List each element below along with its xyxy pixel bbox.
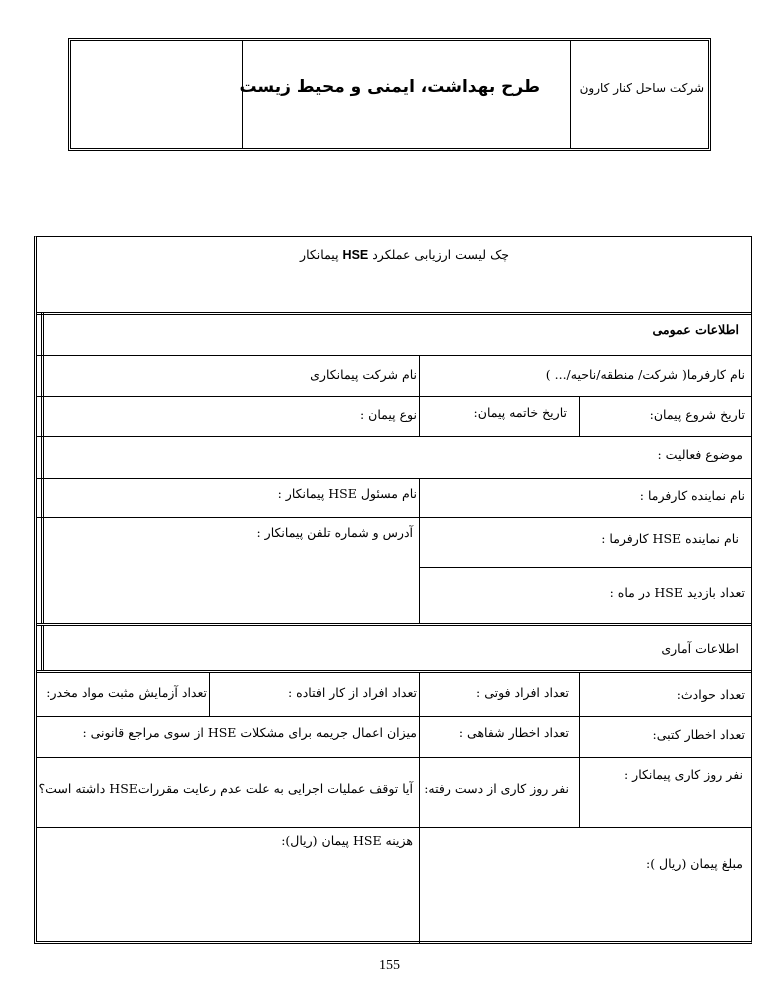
row-divider xyxy=(37,623,751,626)
row-divider xyxy=(37,517,751,518)
label-penalties: میزان اعمال جریمه برای مشکلات HSE از سوی مراجع قانونی : xyxy=(82,725,417,740)
label-contract-amount: مبلغ پیمان (ریال ): xyxy=(645,856,743,871)
company-name: شرکت ساحل کنار کارون xyxy=(579,81,704,95)
col-divider xyxy=(579,673,580,827)
col-divider xyxy=(579,396,580,436)
label-contractor-hse-officer: نام مسئول HSE پیمانکار : xyxy=(277,486,417,501)
col-divider xyxy=(419,396,420,436)
document-title: طرح بهداشت، ایمنی و محیط زیست xyxy=(239,77,540,97)
section-statistics: اطلاعات آماری xyxy=(661,641,739,656)
row-divider xyxy=(37,355,751,356)
label-written-warnings: تعداد اخطار کتبی: xyxy=(652,727,745,742)
label-hse-cost: هزینه HSE پیمان (ریال): xyxy=(281,833,413,848)
label-employer-hse-rep: نام نماینده HSE کارفرما : xyxy=(601,531,739,546)
label-monthly-hse-visits: تعداد بازدید HSE در ماه : xyxy=(609,585,745,600)
checklist-form xyxy=(34,236,752,944)
row-divider xyxy=(37,396,751,397)
label-accidents: تعداد حوادث: xyxy=(676,687,745,702)
label-employer-name: نام کارفرما( شرکت/ منطقه/ناحیه/... ) xyxy=(545,367,745,382)
label-disabled: تعداد افراد از کار افتاده : xyxy=(287,685,417,700)
label-verbal-warnings: تعداد اخطار شفاهی : xyxy=(458,725,569,740)
header-table xyxy=(68,38,711,151)
col-divider xyxy=(419,673,420,943)
row-divider xyxy=(37,478,751,479)
row-divider xyxy=(37,757,751,758)
col-divider xyxy=(209,673,210,716)
row-divider xyxy=(37,436,751,437)
label-start-date: تاریخ شروع پیمان: xyxy=(649,407,745,422)
row-divider xyxy=(37,827,751,828)
form-title: چک لیست ارزیابی عملکرد HSE پیمانکار xyxy=(300,247,509,262)
section-general-info: اطلاعات عمومی xyxy=(652,322,739,337)
label-end-date: تاریخ خاتمه پیمان: xyxy=(473,405,567,420)
label-contract-type: نوع پیمان : xyxy=(359,407,417,422)
page-number: 155 xyxy=(379,958,400,973)
label-stoppage: آیا توقف عملیات اجرایی به علت عدم رعایت مقرراتHSE داشته است؟ xyxy=(38,781,413,796)
label-contractor-company: نام شرکت پیمانکاری xyxy=(310,367,417,382)
label-employer-rep: نام نماینده کارفرما : xyxy=(639,488,745,503)
col-divider xyxy=(419,478,420,623)
label-address-phone: آدرس و شماره تلفن پیمانکار : xyxy=(256,525,413,540)
row-divider xyxy=(37,312,751,315)
label-drug-tests: تعداد آزمایش مثبت مواد مخدر: xyxy=(46,685,207,700)
label-fatalities: تعداد افراد فوتی : xyxy=(476,685,569,700)
col-divider xyxy=(41,625,44,671)
col-divider xyxy=(419,355,420,396)
row-divider xyxy=(419,567,751,568)
row-divider xyxy=(37,716,751,717)
header-divider xyxy=(570,41,571,148)
col-divider xyxy=(41,312,44,623)
label-man-days: نفر روز کاری پیمانکار : xyxy=(623,767,743,782)
row-divider xyxy=(37,670,751,673)
label-lost-man-days: نفر روز کاری از دست رفته: xyxy=(424,781,569,796)
label-activity-subject: موضوع فعالیت : xyxy=(657,447,743,462)
